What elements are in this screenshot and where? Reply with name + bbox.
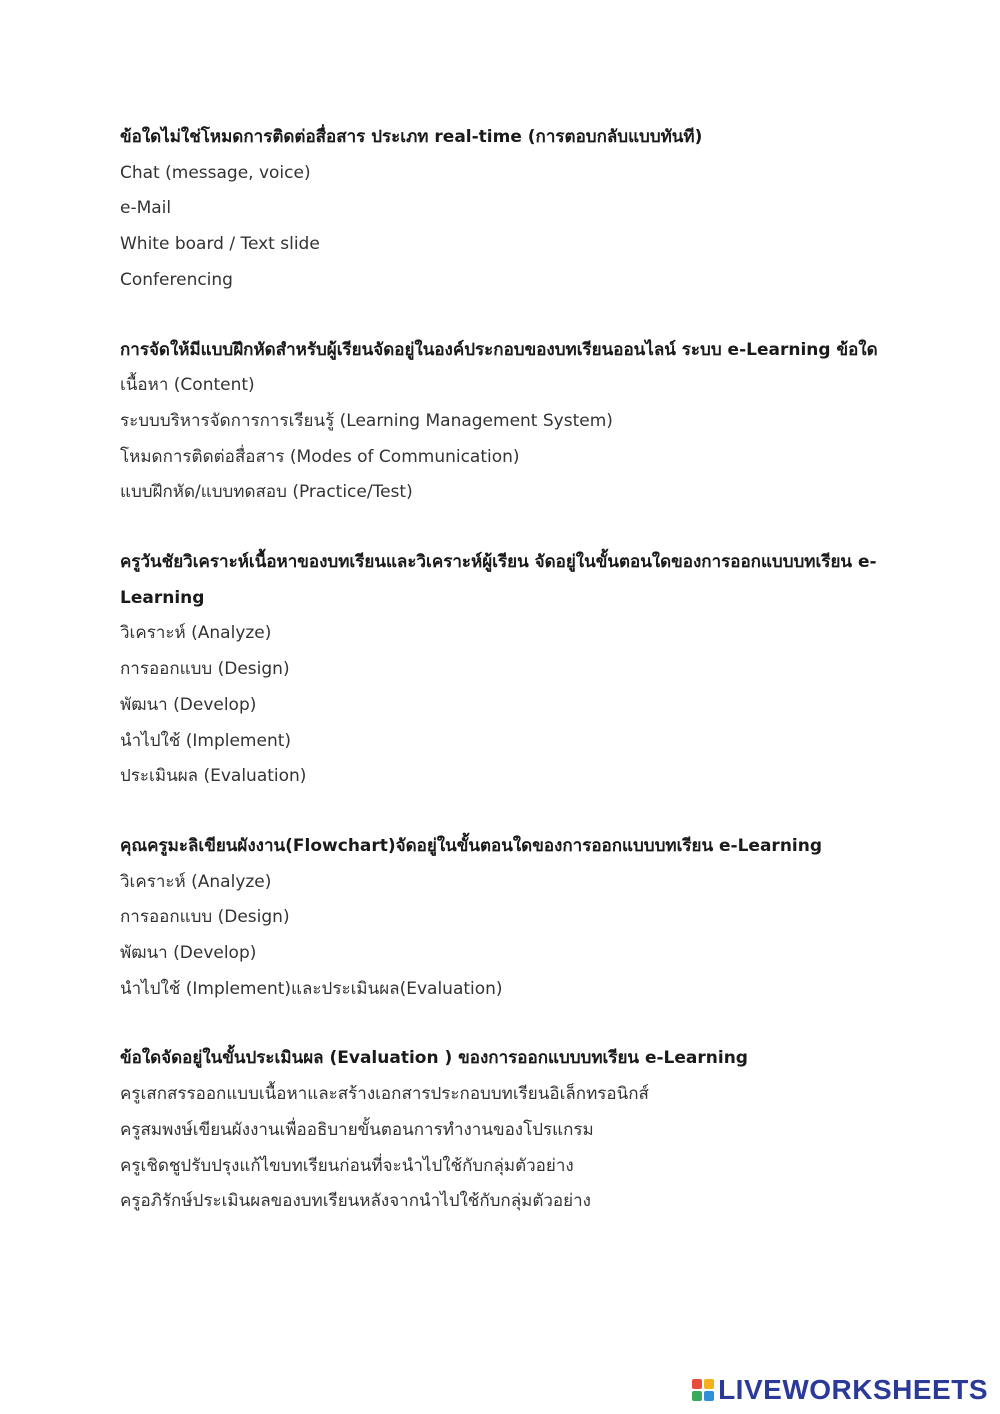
question-text: คุณครูมะลิเขียนผังงาน(Flowchart)จัดอยู่ในขั้นตอนใดของการออกแบบบทเรียน e-Learning <box>120 835 823 856</box>
option[interactable]: การออกแบบ (Design) <box>120 907 290 928</box>
option[interactable]: Chat (message, voice) <box>120 162 311 183</box>
options-list <box>120 156 890 299</box>
option[interactable]: วิเคราะห์ (Analyze) <box>120 623 272 644</box>
logo-square-red <box>692 1379 702 1389</box>
option[interactable]: ครูสมพงษ์เขียนผังงานเพื่ออธิบายขั้นตอนการทำงานของโปรแกรม <box>120 1119 594 1140</box>
liveworksheets-brand <box>692 1374 988 1406</box>
option[interactable]: โหมดการติดต่อสื่อสาร (Modes of Communication) <box>120 446 520 467</box>
option[interactable]: เนื้อหา (Content) <box>120 375 255 396</box>
option[interactable]: แบบฝึกหัด/แบบทดสอบ (Practice/Test) <box>120 482 413 503</box>
question-text: ข้อใดไม่ใช่โหมดการติดต่อสื่อสาร ประเภท real-time (การตอบกลับแบบทันที) <box>120 127 703 147</box>
option[interactable]: วิเคราะห์ (Analyze) <box>120 871 272 892</box>
option[interactable]: นำไปใช้ (Implement) <box>120 730 292 751</box>
option[interactable]: e-Mail <box>120 198 172 219</box>
question-text: ครูวันชัยวิเคราะห์เนื้อหาของบทเรียนและวิเคราะห์ผู้เรียน จัดอยู่ในขั้นตอนใดของการออกแบบบทเรียน e-Learning <box>120 552 877 608</box>
option[interactable]: ครูเสกสรรออกแบบเนื้อหาและสร้างเอกสารประกอบบทเรียนอิเล็กทรอนิกส์ <box>120 1084 649 1105</box>
option[interactable]: ครูอภิรักษ์ประเมินผลของบทเรียนหลังจากนำไปใช้กับกลุ่มตัวอย่าง <box>120 1191 591 1212</box>
logo-square-yellow <box>704 1379 714 1389</box>
option[interactable]: พัฒนา (Develop) <box>120 694 257 715</box>
question-2 <box>120 333 890 512</box>
options-list <box>120 368 890 511</box>
question-1 <box>120 120 890 299</box>
question-4 <box>120 829 890 1008</box>
liveworksheets-logo-icon <box>692 1379 714 1401</box>
question-3 <box>120 545 890 795</box>
option[interactable]: พัฒนา (Develop) <box>120 943 257 964</box>
logo-square-blue <box>704 1391 714 1401</box>
option[interactable]: Conferencing <box>120 269 233 290</box>
logo-square-green <box>692 1391 702 1401</box>
option[interactable]: ระบบบริหารจัดการการเรียนรู้ (Learning Management System) <box>120 410 613 431</box>
option[interactable]: White board / Text slide <box>120 234 320 255</box>
worksheet <box>120 120 890 1254</box>
options-list <box>120 1077 890 1220</box>
option[interactable]: ครูเชิดชูปรับปรุงแก้ไขบทเรียนก่อนที่จะนำไปใช้กับกลุ่มตัวอย่าง <box>120 1155 574 1176</box>
options-list <box>120 616 890 795</box>
brand-name: LIVEWORKSHEETS <box>718 1374 988 1405</box>
question-text: การจัดให้มีแบบฝึกหัดสำหรับผู้เรียนจัดอยู่ในองค์ประกอบของบทเรียนออนไลน์ ระบบ e-Learning ข้อใด <box>120 339 878 360</box>
question-text: ข้อใดจัดอยู่ในขั้นประเมินผล (Evaluation ) ของการออกแบบบทเรียน e-Learning <box>120 1048 748 1069</box>
options-list <box>120 865 890 1008</box>
option[interactable]: การออกแบบ (Design) <box>120 659 290 680</box>
option[interactable]: ประเมินผล (Evaluation) <box>120 766 307 787</box>
question-5 <box>120 1041 890 1220</box>
option[interactable]: นำไปใช้ (Implement)และประเมินผล(Evaluation) <box>120 978 503 999</box>
